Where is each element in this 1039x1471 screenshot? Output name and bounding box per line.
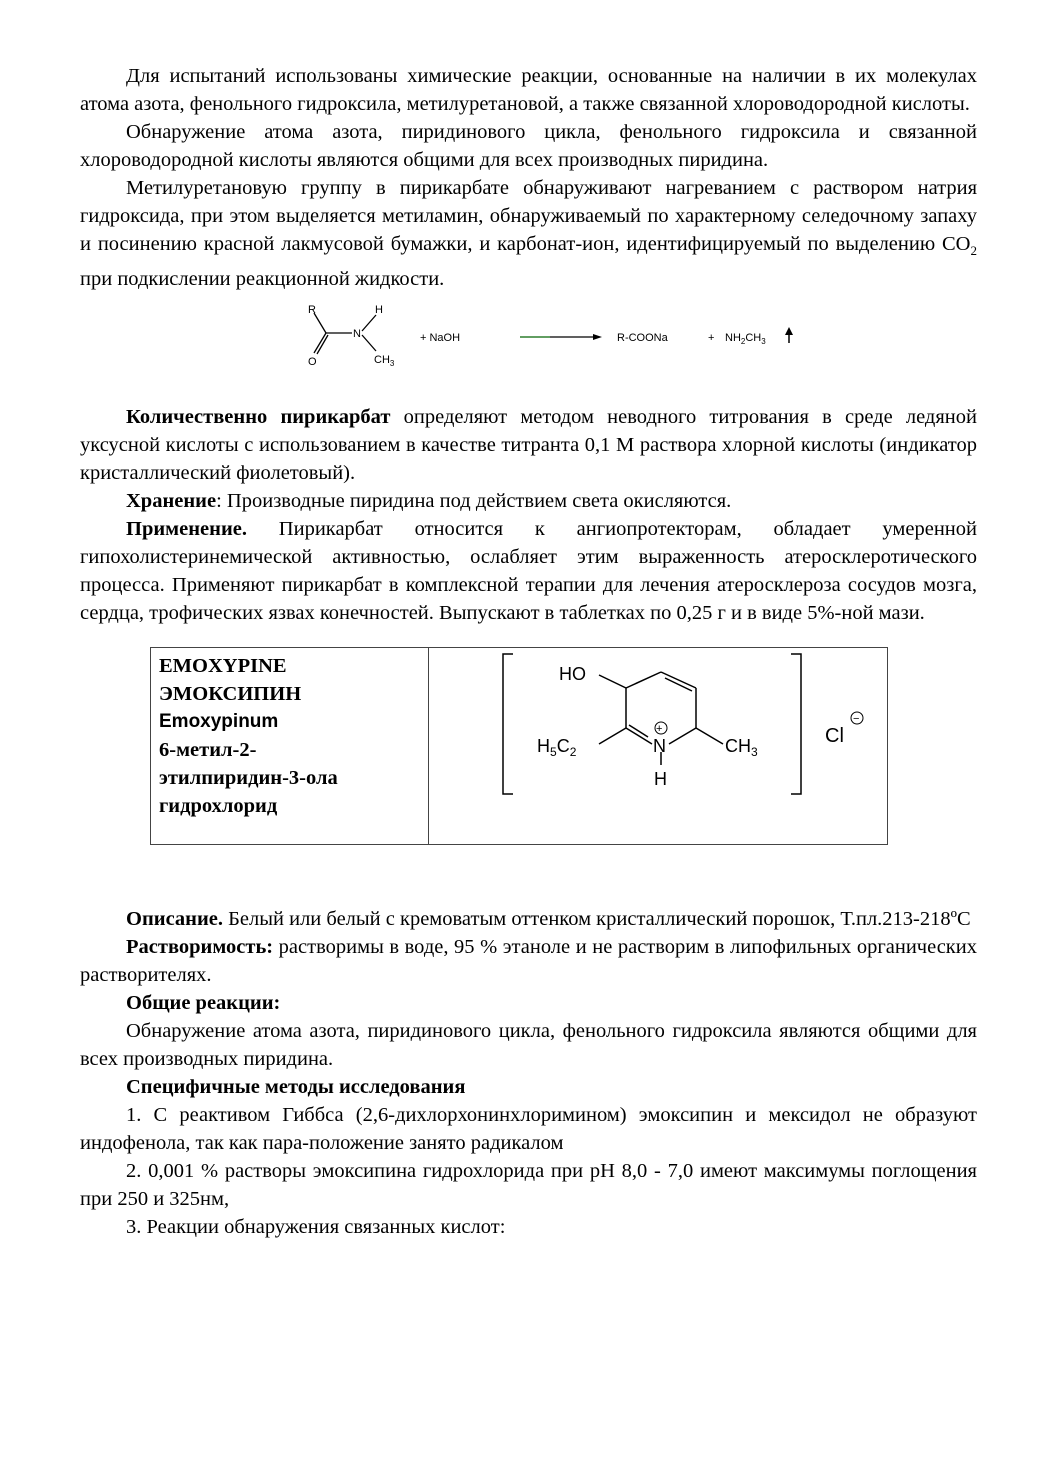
solubility-lead: Растворимость: — [126, 936, 274, 959]
structure-h-label: H — [654, 769, 667, 790]
specific-method-1 — [80, 1101, 977, 1157]
specific-methods-heading — [80, 1073, 977, 1101]
name-english: EMOXYPINE — [159, 655, 287, 678]
document-page — [80, 62, 977, 1241]
emoxypine-table — [150, 647, 888, 845]
specific-method-2-text: 2. 0,001 % растворы эмоксипина гидрохлорида при рН 8,0 - 7,0 имеют максимумы поглощения при 250 и 325нм, — [80, 1160, 977, 1211]
general-reactions-paragraph — [80, 1017, 977, 1073]
intro-text-2: Обнаружение атома азота, пиридинового цикла, фенольного гидроксила и связанной хлороводородной кислоты являются общими для всех производных пиридина. — [80, 121, 977, 171]
quant-lead: Количественно пирикарбат — [126, 406, 391, 429]
structure-n-label: N — [653, 736, 666, 757]
name-russian: ЭМОКСИПИН — [159, 683, 302, 706]
application-paragraph — [80, 515, 977, 627]
reaction-ch3-label: $CH_3$ — [374, 354, 395, 369]
reaction-o-label: O — [308, 356, 317, 369]
specific-method-3-text: 3. Реакции обнаружения связанных кислот: — [126, 1216, 506, 1239]
description-paragraph — [80, 905, 977, 933]
negative-charge-sign: − — [853, 713, 860, 726]
general-reactions-lead: Общие реакции: — [126, 992, 281, 1015]
positive-charge-sign: + — [656, 723, 663, 736]
intro-text-3a: Метилуретановую группу в пирикарбате обнаруживают нагреванием с раствором натрия гидроксида, при этом выделяется метиламин, обнаруживаемый по характерному селедочному запаху и посинению красной лакмусовой бумажки, и карбонат-ион, идентифицируемый по выделению CO — [80, 177, 977, 255]
description-text: Белый или белый с кремоватым оттенком кристаллический порошок, Т.пл.213-218ºС — [223, 908, 971, 931]
emoxypine-structure-cell — [429, 648, 887, 844]
reaction-product2-label: $NH_2CH_3$ — [725, 332, 766, 347]
quant-paragraph — [80, 403, 977, 487]
storage-paragraph — [80, 487, 977, 515]
chemical-name-line-3: гидрохлорид — [159, 795, 278, 818]
quant-text: определяют методом неводного титрования в среде ледяной уксусной кислоты с использованием в качестве титранта 0,1 М раствора хлорной кислоты (индикатор кристаллический фиолетовый). — [80, 406, 977, 485]
general-reactions-heading — [80, 989, 977, 1017]
specific-method-1-text: 1. С реактивом Гиббса (2,6-дихлорхонинхлоримином) эмоксипин и мексидол не образуют индофенола, так как пара-положение занято радикалом — [80, 1104, 977, 1155]
reaction-n-label: N — [353, 328, 361, 341]
structure-ch3-label: $CH_3$ — [725, 736, 758, 760]
intro-paragraph-3 — [80, 174, 977, 293]
general-reactions-text: Обнаружение атома азота, пиридинового цикла, фенольного гидроксила являются общими для всех производных пиридина. — [80, 1020, 977, 1071]
intro-paragraph-1 — [80, 62, 977, 118]
specific-method-2 — [80, 1157, 977, 1213]
intro-text-3b: при подкислении реакционной жидкости. — [80, 268, 445, 291]
reaction-plus-label: + — [708, 332, 715, 345]
intro-text-1: Для испытаний использованы химические реакции, основанные на наличии в их молекулах атома азота, фенольного гидроксила, метилуретановой, а также связанной хлороводородной кислоты. — [80, 65, 977, 115]
reaction-svg — [80, 293, 977, 403]
emoxypine-names-cell — [151, 648, 429, 844]
reaction-product1-label: R-COONa — [617, 332, 668, 345]
structure-h5c2-label: $H_5C_2$ — [537, 736, 577, 760]
reaction-r-label: R — [308, 304, 316, 317]
emoxypine-structure-svg — [429, 648, 887, 844]
reaction-naoh-label: + NaOH — [420, 332, 461, 345]
hydrolysis-reaction-scheme — [80, 293, 977, 403]
structure-ho-label: HO — [559, 664, 586, 685]
intro-paragraph-2 — [80, 118, 977, 174]
application-text: Пирикарбат относится к ангиопротекторам, обладает умеренной гипохолистеринемической активностью, ослабляет этим выраженность атеросклеротического процесса. Применяют пирикарбат в комплексной терапии для лечения атеросклероза сосудов мозга, сердца, трофических язвах конечностей. Выпускают в таблетках по 0,25 г и в виде 5%-ной мази. — [80, 518, 977, 625]
storage-text: : Производные пиридина под действием света окисляются. — [216, 490, 732, 513]
solubility-paragraph — [80, 933, 977, 989]
storage-lead: Хранение — [126, 490, 217, 513]
solubility-text: растворимы в воде, 95 % этаноле и не растворим в липофильных органических растворителях. — [80, 936, 977, 987]
application-lead: Применение. — [126, 518, 247, 541]
specific-method-3 — [80, 1213, 977, 1241]
description-lead: Описание. — [126, 908, 224, 931]
chloride-label: Cl — [825, 725, 844, 748]
emoxypine-description-section — [80, 905, 977, 1241]
reaction-h-label: H — [375, 304, 383, 317]
co2-subscript: 2 — [970, 243, 977, 259]
gas-evolution-arrow-icon — [785, 327, 793, 343]
chemical-name-line-1: 6-метил-2- — [159, 739, 257, 762]
chemical-name-line-2: этилпиридин-3-ола — [159, 767, 338, 790]
name-latin: Emoxypinum — [159, 711, 279, 733]
specific-methods-lead: Специфичные методы исследования — [126, 1076, 466, 1099]
